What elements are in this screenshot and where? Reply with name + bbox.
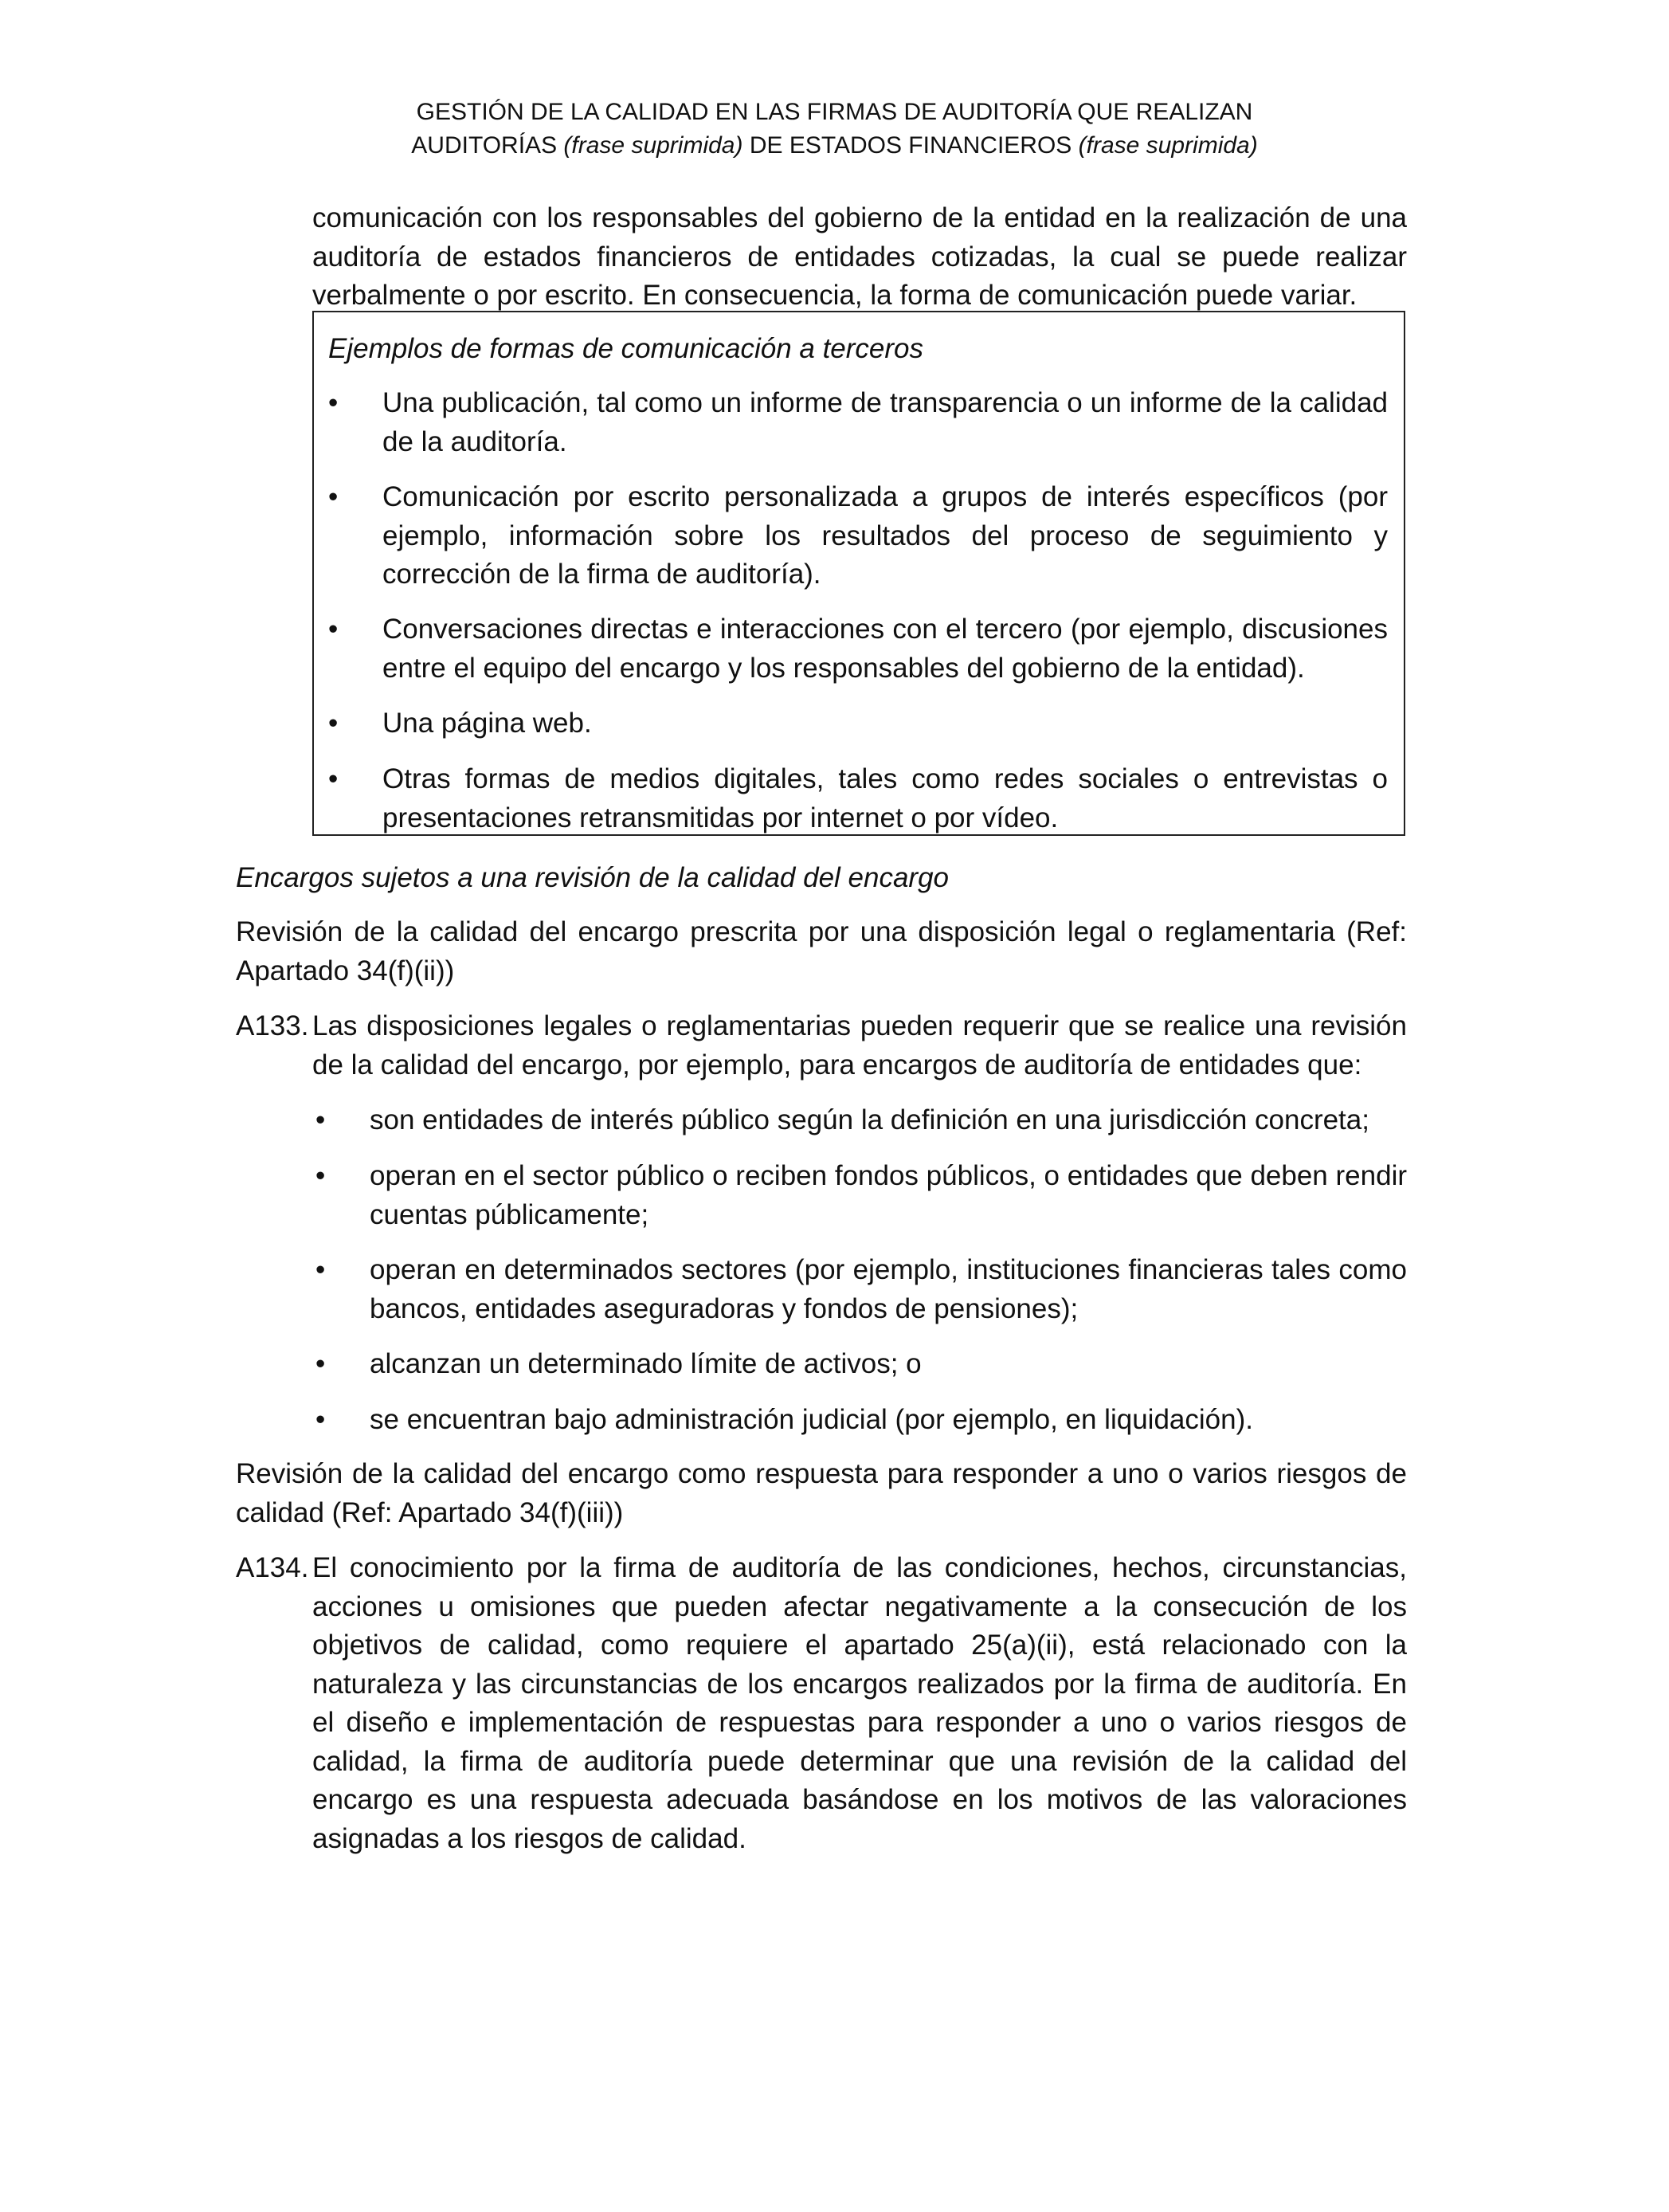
intro-paragraph: comunicación con los responsables del gobierno de la entidad en la realización de una auditoría de estados financieros de entidades cotizadas, la cual se puede realizar verbalmente o por escrito. En consecuencia, la forma de comunicación puede variar.	[312, 202, 1407, 311]
bullet-glyph: •	[328, 614, 339, 645]
section-title: Encargos sujetos a una revisión de la calidad del encargo	[236, 862, 950, 893]
box-item-text: Conversaciones directas e interacciones con el tercero (por ejemplo, discusiones entre el equipo del encargo y los responsables del gobierno de la entidad).	[382, 614, 1388, 684]
box-title: Ejemplos de formas de comunicación a terceros	[328, 333, 924, 364]
subheading-ref-34-f-ii: Revisión de la calidad del encargo prescrita por una disposición legal o reglamentaria (Ref: Apartado 34(f)(ii))	[236, 916, 1407, 986]
bullet-glyph: •	[315, 1254, 326, 1285]
list-item	[312, 1101, 1407, 1140]
header-segment: DE ESTADOS FINANCIEROS	[742, 132, 1079, 159]
bullet-glyph: •	[315, 1404, 326, 1435]
paragraph-a133	[236, 1007, 1407, 1084]
header-italic-note: (frase suprimida)	[563, 132, 743, 159]
box-item	[328, 760, 1388, 837]
bullet-glyph: •	[328, 481, 339, 512]
box-item	[328, 704, 1388, 743]
running-header	[0, 96, 1669, 163]
box-item	[328, 610, 1388, 688]
paragraph-a134	[236, 1549, 1407, 1858]
header-line-1: GESTIÓN DE LA CALIDAD EN LAS FIRMAS DE AUDITORÍA QUE REALIZAN	[416, 99, 1253, 125]
list-item-text: se encuentran bajo administración judicial (por ejemplo, en liquidación).	[370, 1404, 1253, 1435]
list-item	[312, 1401, 1407, 1440]
paragraph-text: Las disposiciones legales o reglamentarias pueden requerir que se realice una revisión de la calidad del encargo, por ejemplo, para encargos de auditoría de entidades que:	[312, 1010, 1407, 1081]
list-item	[312, 1251, 1407, 1328]
box-item-text: Comunicación por escrito personalizada a grupos de interés específicos (por ejemplo, información sobre los resultados del proceso de seguimiento y corrección de la firma de auditoría).	[382, 481, 1388, 590]
bullet-glyph: •	[315, 1104, 326, 1135]
paragraph-text: El conocimiento por la firma de auditoría de las condiciones, hechos, circunstancias, acciones u omisiones que pueden afectar negativamente a la consecución de los objetivos de calidad, como requiere el apartado 25(a)(ii), está relacionado con la naturaleza y las circunstancias de los encargos realizados por la firma de auditoría. En el diseño e implementación de respuestas para responder a uno o varios riesgos de calidad, la firma de auditoría puede determinar que una revisión de la calidad del encargo es una respuesta adecuada basándose en los motivos de las valoraciones asignadas a los riesgos de calidad.	[312, 1552, 1407, 1854]
examples-box	[312, 311, 1405, 836]
box-item	[328, 478, 1388, 594]
list-item-text: alcanzan un determinado límite de activos; o	[370, 1348, 922, 1379]
bullet-glyph: •	[328, 387, 339, 418]
bullet-glyph: •	[315, 1160, 326, 1191]
box-item	[328, 384, 1388, 461]
list-item-text: operan en determinados sectores (por ejemplo, instituciones financieras tales como bancos, entidades aseguradoras y fondos de pensiones);	[370, 1254, 1407, 1324]
bullet-glyph: •	[328, 763, 339, 794]
box-item-text: Otras formas de medios digitales, tales como redes sociales o entrevistas o presentaciones retransmitidas por internet o por vídeo.	[382, 763, 1388, 833]
paragraph-number: A133.	[236, 1010, 309, 1041]
list-item	[312, 1157, 1407, 1234]
header-line-2	[0, 129, 1669, 163]
box-item-text: Una página web.	[382, 708, 592, 739]
list-item-text: operan en el sector público o reciben fondos públicos, o entidades que deben rendir cuentas públicamente;	[370, 1160, 1407, 1230]
subheading-ref-34-f-iii: Revisión de la calidad del encargo como respuesta para responder a uno o varios riesgos de calidad (Ref: Apartado 34(f)(iii))	[236, 1458, 1407, 1528]
paragraph-number: A134.	[236, 1552, 309, 1583]
bullet-glyph: •	[328, 708, 339, 739]
header-italic-note: (frase suprimida)	[1078, 132, 1258, 159]
list-item	[312, 1345, 1407, 1384]
header-segment: AUDITORÍAS	[411, 132, 564, 159]
bullet-glyph: •	[315, 1348, 326, 1379]
box-item-text: Una publicación, tal como un informe de transparencia o un informe de la calidad de la auditoría.	[382, 387, 1388, 457]
list-item-text: son entidades de interés público según la definición en una jurisdicción concreta;	[370, 1104, 1369, 1135]
